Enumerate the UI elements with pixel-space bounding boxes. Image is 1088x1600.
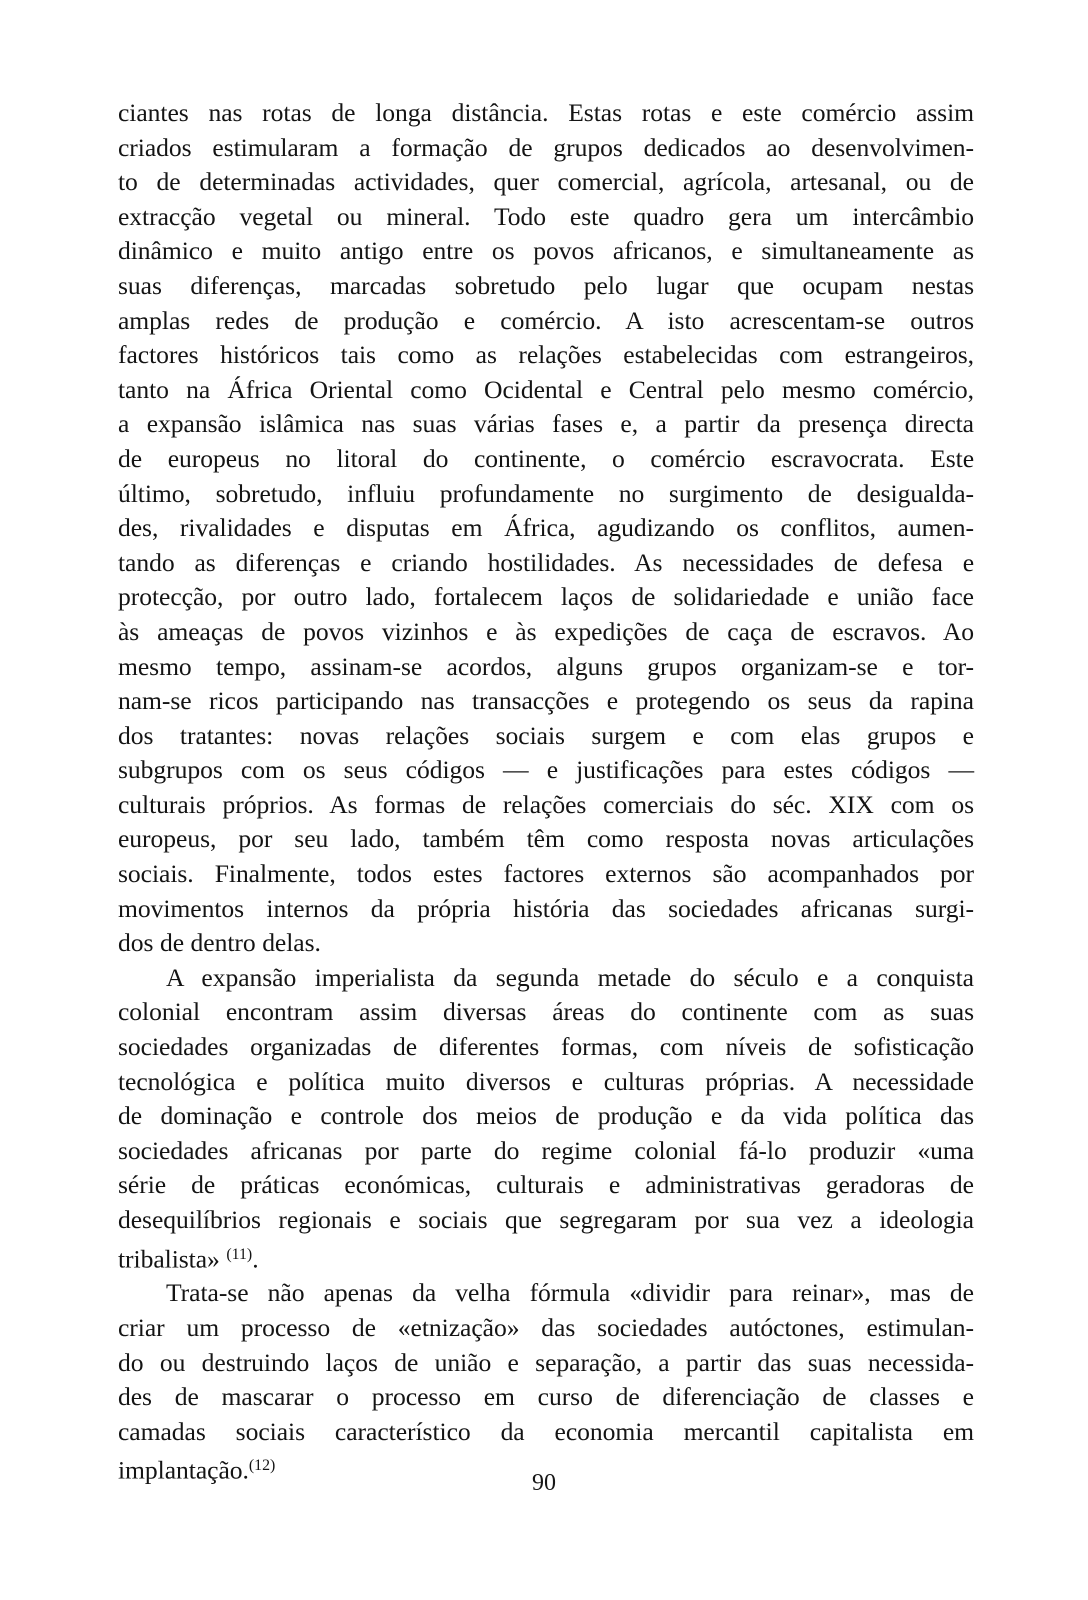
text-line: a expansão islâmica nas suas várias fases e, a partir da presença directa [118,409,974,439]
text-line: do ou destruindo laços de união e separação, a partir das suas necessida- [118,1347,974,1377]
text-line: ciantes nas rotas de longa distância. Estas rotas e este comércio assim [118,98,974,127]
text-line: des, rivalidades e disputas em África, agudizando os conflitos, aumen- [118,513,974,543]
text-line: suas diferenças, marcadas sobretudo pelo lugar que ocupam nestas [118,270,974,300]
text-line: tando as diferenças e criando hostilidades. As necessidades de defesa e [118,547,974,577]
text-line: subgrupos com os seus códigos — e justificações para estes códigos — [118,755,974,785]
text-line: dos tratantes: novas relações sociais surgem e com elas grupos e [118,720,974,750]
text-line: camadas sociais característico da economia mercantil capitalista em [118,1416,974,1446]
text-line: último, sobretudo, influiu profundamente no surgimento de desigualda- [118,478,974,508]
text-line-with-footnote [118,1238,974,1277]
text-line: movimentos internos da própria história das sociedades africanas surgi- [118,893,974,923]
text-line: de europeus no litoral do continente, o comércio escravocrata. Este [118,443,974,473]
paragraph-2 [118,961,974,1277]
footnote-marker-11[interactable]: (11) [226,1245,253,1263]
text-line: europeus, por seu lado, também têm como resposta novas articulações [118,824,974,854]
text-line: sociais. Finalmente, todos estes factores externos são acompanhados por [118,859,974,889]
text-line: dos de dentro delas. [118,928,321,958]
text-line: sociedades africanas por parte do regime colonial fá-lo produzir «uma [118,1135,974,1165]
text-line: tanto na África Oriental como Ocidental e Central pelo mesmo comércio, [118,374,974,404]
text-line: colonial encontram assim diversas áreas do continente com as suas [118,997,974,1027]
paragraph-1 [118,96,974,961]
text-line: desequilíbrios regionais e sociais que segregaram por sua vez a ideologia [118,1205,974,1234]
text-line: nam-se ricos participando nas transacções e protegendo os seus da rapina [118,686,974,716]
text-line: dinâmico e muito antigo entre os povos africanos, e simultaneamente as [118,236,974,266]
text-line: mesmo tempo, assinam-se acordos, alguns grupos organizam-se e tor- [118,651,974,681]
text-line: sociedades organizadas de diferentes formas, com níveis de sofisticação [118,1032,974,1062]
text-line: amplas redes de produção e comércio. A isto acrescentam-se outros [118,305,974,335]
text-line: A expansão imperialista da segunda metade do século e a conquista [166,962,974,992]
text-line: de dominação e controle dos meios de produção e da vida política das [118,1101,974,1131]
footnote-trailing-punctuation: . [252,1243,259,1273]
text-line: criados estimularam a formação de grupos dedicados ao desenvolvimen- [118,132,974,162]
text-line: às ameaças de povos vizinhos e às expedições de caça de escravos. Ao [118,616,974,646]
footnote-marker-12[interactable]: (12) [248,1457,276,1475]
text-line: extracção vegetal ou mineral. Todo este quadro gera um intercâmbio [118,201,974,231]
body-text-block [118,96,974,1488]
text-line: tecnológica e política muito diversos e culturas próprias. A necessidade [118,1066,974,1096]
text-line: série de práticas económicas, culturais e administrativas geradoras de [118,1170,974,1200]
text-line: factores históricos tais como as relações estabelecidas com estrangeiros, [118,340,974,370]
page-number: 90 [532,1470,556,1496]
paragraph-3 [118,1276,974,1488]
text-line: to de determinadas actividades, quer comercial, agrícola, artesanal, ou de [118,167,974,197]
text-line: culturais próprios. As formas de relações comerciais do séc. XIX com os [118,789,974,819]
text-line-tail: tribalista» [118,1243,227,1273]
text-line-tail: implantação. [118,1455,249,1485]
text-line: protecção, por outro lado, fortalecem laços de solidariedade e união face [118,582,974,612]
text-line: des de mascarar o processo em curso de diferenciação de classes e [118,1382,974,1412]
text-line: criar um processo de «etnização» das sociedades autóctones, estimulan- [118,1313,974,1343]
text-line: Trata-se não apenas da velha fórmula «dividir para reinar», mas de [166,1278,974,1308]
